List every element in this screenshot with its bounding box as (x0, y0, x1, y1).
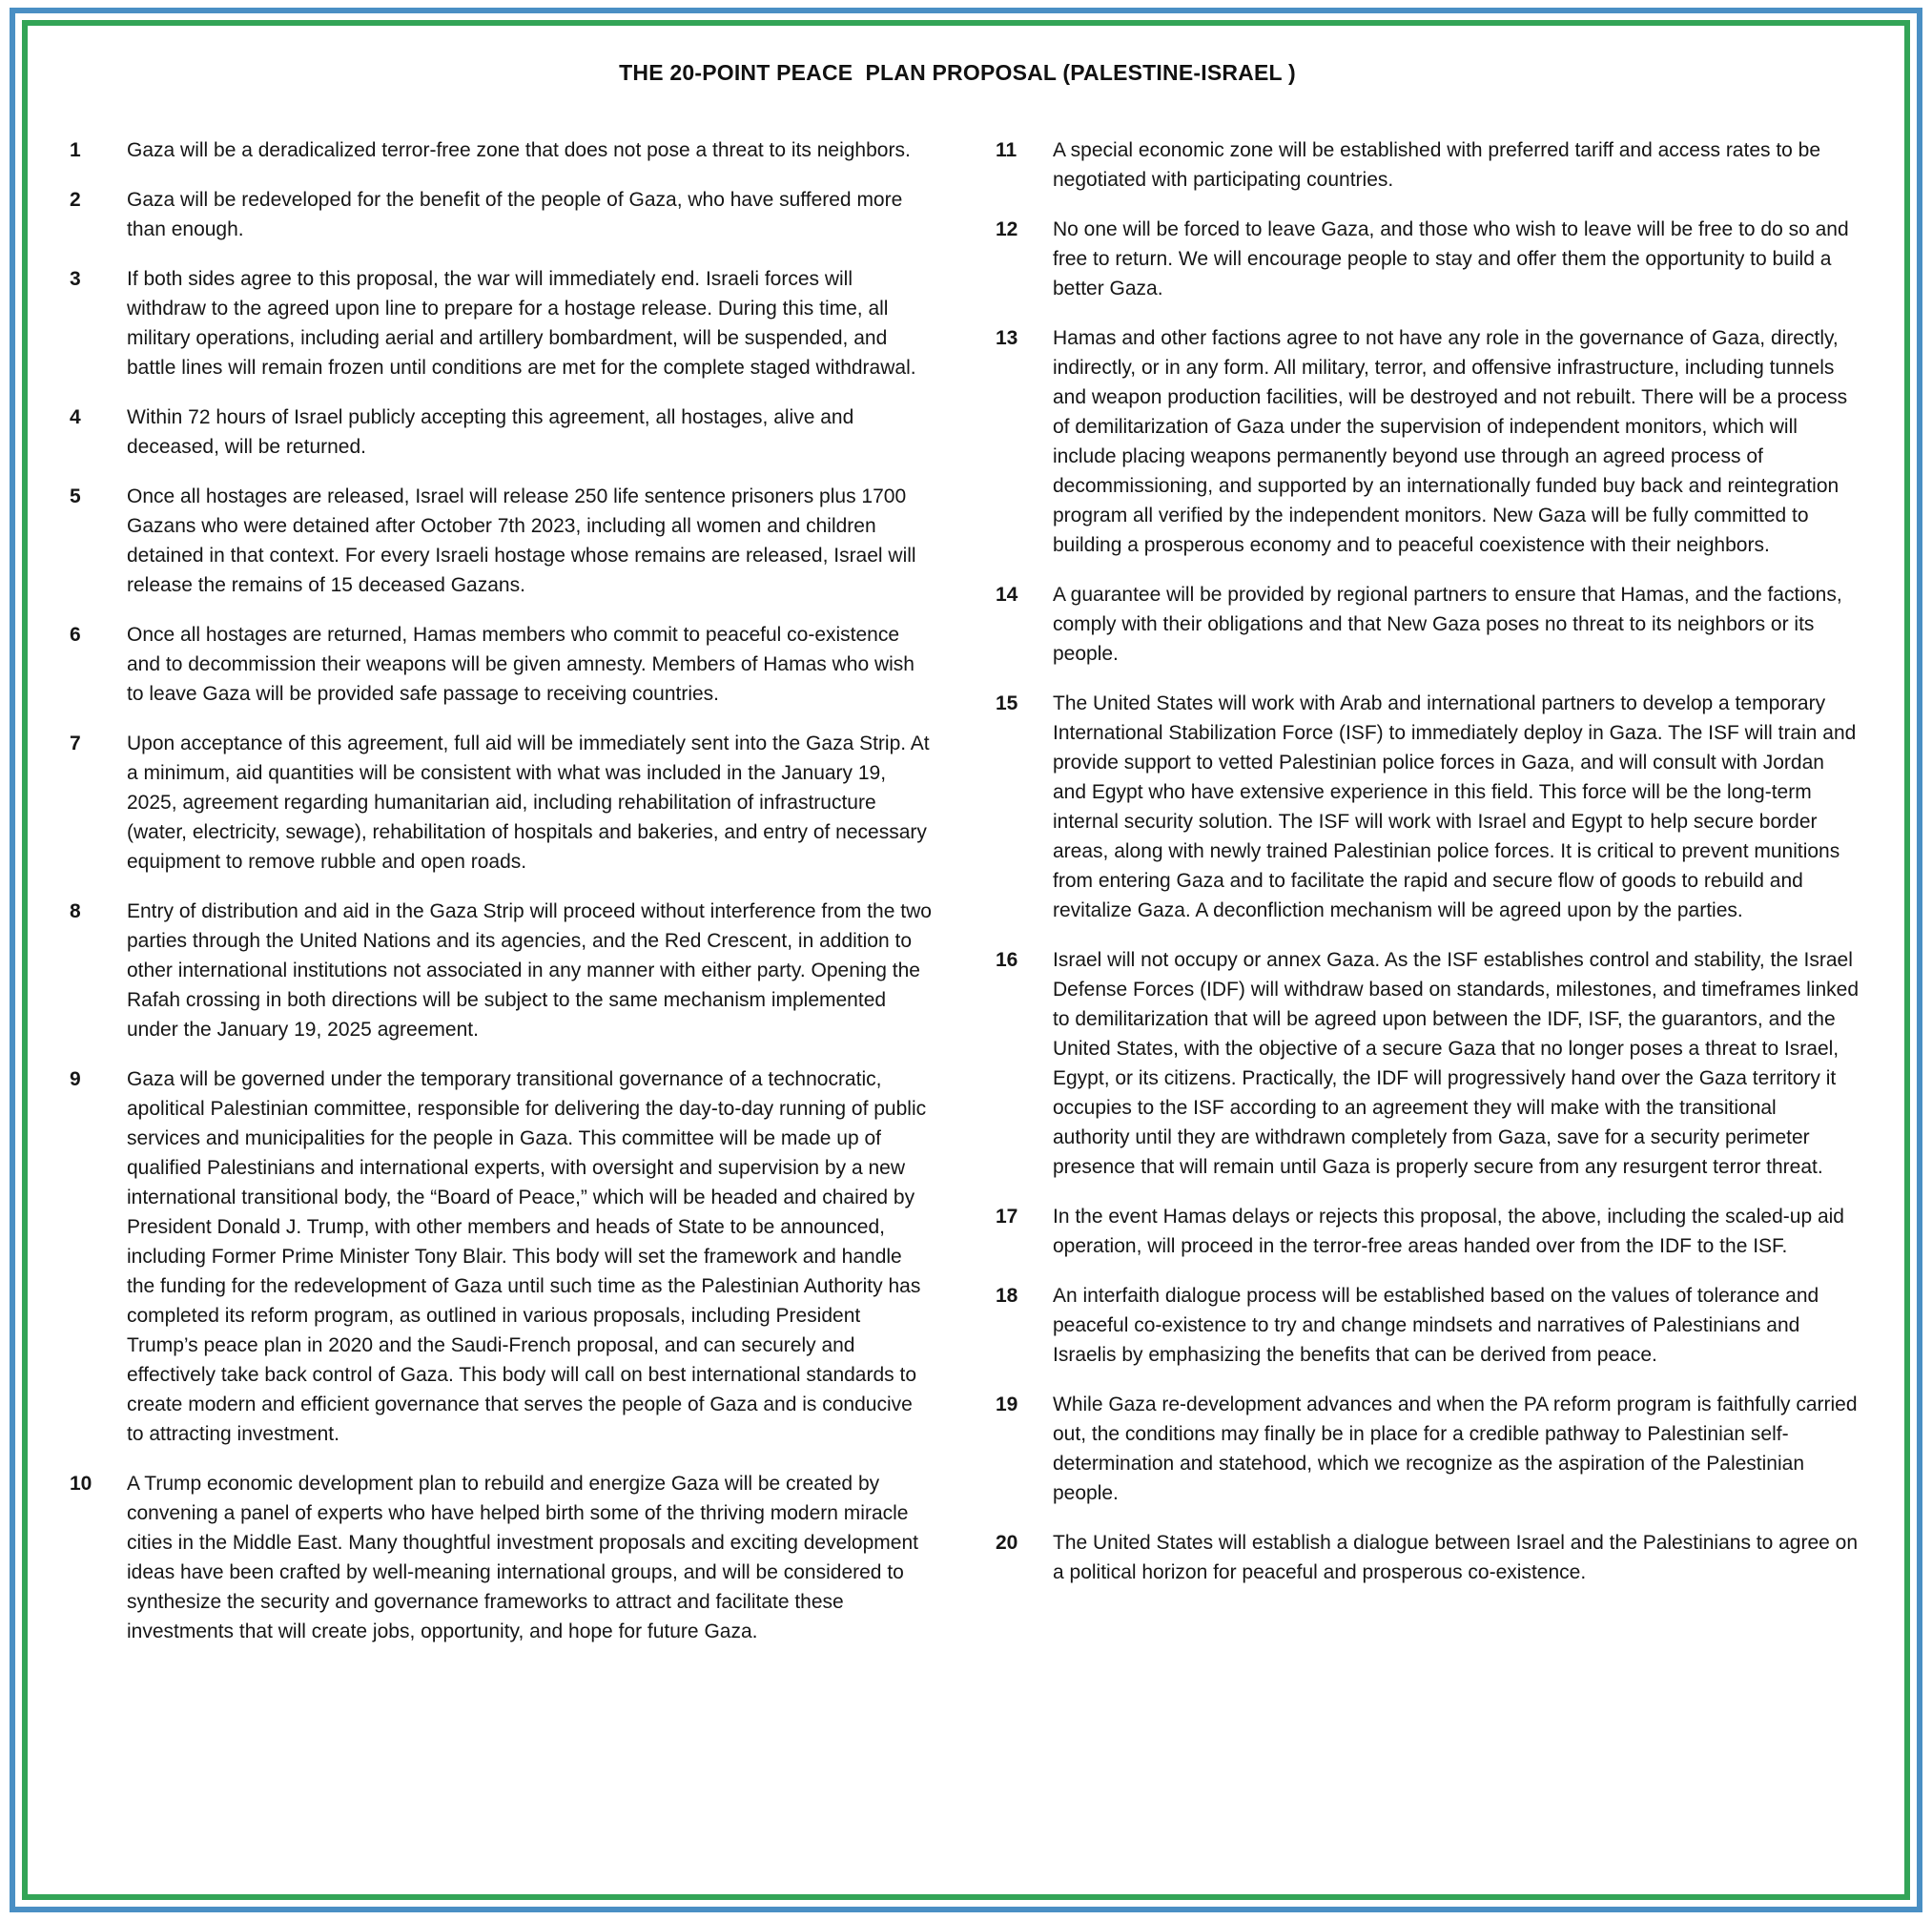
point-text: The United States will work with Arab and international partners to develop a temporary International Stabilization Force (ISF) to immediately deploy in Gaza. The ISF will train and provide support to vetted Palestinian police forces in Gaza, and will consult with Jordan and Egypt who have extensive experience in this field. This force will be the long-term internal security solution. The ISF will work with Israel and Egypt to help secure border areas, along with newly trained Palestinian police forces. It is critical to prevent munitions from entering Gaza and to facilitate the rapid and secure flow of goods to rebuild and revitalize Gaza. A deconfliction mechanism will be agreed upon by the parties. (1053, 692, 1857, 921)
plan-point (56, 729, 933, 877)
point-text: The United States will establish a dialogue between Israel and the Palestinians to agree on a political horizon for peaceful and prosperous co-existence. (1053, 1532, 1859, 1583)
plan-point (982, 323, 1859, 560)
point-text: Gaza will be redeveloped for the benefit of the people of Gaza, who have suffered more than enough. (127, 189, 903, 240)
plan-point (56, 897, 933, 1044)
plan-point (56, 620, 933, 709)
point-text: Once all hostages are returned, Hamas members who commit to peaceful co-existence and to decommission their weapons will be given amnesty. Members of Hamas who wish to leave Gaza will be provided safe passage to receiving countries. (127, 624, 915, 705)
plan-point (982, 580, 1859, 669)
plan-point (982, 135, 1859, 195)
point-number: 18 (996, 1285, 1018, 1307)
point-number: 20 (996, 1532, 1018, 1554)
plan-point (982, 1202, 1859, 1261)
point-number: 10 (70, 1473, 92, 1495)
point-text: Israel will not occupy or annex Gaza. As the ISF establishes control and stability, the Israel Defense Forces (IDF) will withdraw based on standards, milestones, and timeframes linked to demilitarization that will be agreed upon between the IDF, ISF, the guarantors, and the United States, with the objective of a secure Gaza that no longer poses a threat to Israel, Egypt, or its citizens. Practically, the IDF will progressively hand over the Gaza territory it occupies to the ISF according to an agreement they will make with the transitional authority until they are withdrawn completely from Gaza, save for a security perimeter presence that will remain until Gaza is properly secure from any resurgent terror threat. (1053, 949, 1860, 1178)
plan-point (982, 1281, 1859, 1370)
point-text: Gaza will be governed under the temporary transitional governance of a technocratic, apolitical Palestinian committee, responsible for delivering the day-to-day running of public services and municipalities for the people in Gaza. This committee will be made up of qualified Palestinians and international experts, with oversight and supervision by a new international transitional body, the “Board of Peace,” which will be headed and chaired by President Donald J. Trump, with other members and heads of State to be announced, including Former Prime Minister Tony Blair. This body will set the framework and handle the funding for the redevelopment of Gaza until such time as the Palestinian Authority has completed its reform program, as outlined in various proposals, including President Trump’s peace plan in 2020 and the Saudi-French proposal, and can securely and effectively take back control of Gaza. This body will call on best international standards to create modern and efficient governance that serves the people of Gaza and is conducive to attracting investment. (127, 1068, 927, 1445)
plan-point (56, 1064, 933, 1449)
point-number: 5 (70, 485, 81, 507)
point-number: 8 (70, 900, 81, 922)
point-number: 16 (996, 949, 1018, 971)
plan-point (56, 185, 933, 244)
point-number: 19 (996, 1394, 1018, 1415)
point-text: Entry of distribution and aid in the Gaza Strip will proceed without interference from the two parties through the United Nations and its agencies, and the Red Crescent, in addition to other international institutions not associated in any manner with either party. Opening the Rafah crossing in both directions will be subject to the same mechanism implemented under the January 19, 2025 agreement. (127, 900, 932, 1041)
outer-blue-border (10, 8, 1922, 1912)
plan-point (982, 689, 1859, 925)
column-right (982, 135, 1859, 1607)
plan-point (982, 1528, 1859, 1587)
point-text: No one will be forced to leave Gaza, and those who wish to leave will be free to do so and free to return. We will encourage people to stay and offer them the opportunity to build a better Gaza. (1053, 218, 1849, 299)
plan-point (56, 264, 933, 382)
point-text: An interfaith dialogue process will be established based on the values of tolerance and peaceful co-existence to try and change mindsets and narratives of Palestinians and Israelis by emphasizing the benefits that can be derived from peace. (1053, 1285, 1819, 1366)
point-number: 14 (996, 584, 1018, 606)
plan-point (982, 215, 1859, 303)
point-number: 17 (996, 1206, 1018, 1228)
point-number: 12 (996, 218, 1018, 240)
inner-green-border (22, 20, 1910, 1900)
plan-point (982, 945, 1859, 1182)
plan-point (982, 1390, 1859, 1508)
page-title: THE 20-POINT PEACE PLAN PROPOSAL (PALESTINE-ISRAEL ) (619, 60, 1296, 85)
point-number: 2 (70, 189, 81, 211)
point-text: Within 72 hours of Israel publicly accepting this agreement, all hostages, alive and deceased, will be returned. (127, 406, 854, 458)
point-text: A guarantee will be provided by regional partners to ensure that Hamas, and the factions, comply with their obligations and that New Gaza poses no threat to its neighbors or its people. (1053, 584, 1842, 665)
point-text: Hamas and other factions agree to not have any role in the governance of Gaza, directly, indirectly, or in any form. All military, terror, and offensive infrastructure, including tunnels and weapon production facilities, will be destroyed and not rebuilt. There will be a process of demilitarization of Gaza under the supervision of independent monitors, which will include placing weapons permanently beyond use through an agreed process of decommissioning, and supported by an internationally funded buy back and reintegration program all verified by the independent monitors. New Gaza will be fully committed to building a prosperous economy and to peaceful coexistence with their neighbors. (1053, 327, 1848, 556)
point-text: While Gaza re-development advances and when the PA reform program is faithfully carried out, the conditions may finally be in place for a credible pathway to Palestinian self-determination and statehood, which we recognize as the aspiration of the Palestinian people. (1053, 1394, 1858, 1504)
point-text: A special economic zone will be established with preferred tariff and access rates to be negotiated with participating countries. (1053, 139, 1821, 191)
point-number: 6 (70, 624, 81, 646)
point-text: Gaza will be a deradicalized terror-free zone that does not pose a threat to its neighbors. (127, 139, 911, 161)
point-number: 15 (996, 692, 1018, 714)
point-number: 3 (70, 268, 81, 290)
point-text: In the event Hamas delays or rejects this proposal, the above, including the scaled-up aid operation, will proceed in the terror-free areas handed over from the IDF to the ISF. (1053, 1206, 1844, 1257)
point-number: 4 (70, 406, 81, 428)
point-number: 11 (996, 139, 1017, 161)
point-number: 1 (70, 139, 81, 161)
plan-point (56, 1469, 933, 1646)
point-text: If both sides agree to this proposal, the war will immediately end. Israeli forces will withdraw to the agreed upon line to prepare for a hostage release. During this time, all military operations, including aerial and artillery bombardment, will be suspended, and battle lines will remain frozen until conditions are met for the complete staged withdrawal. (127, 268, 916, 379)
point-text: A Trump economic development plan to rebuild and energize Gaza will be created by convening a panel of experts who have helped birth some of the thriving modern miracle cities in the Middle East. Many thoughtful investment proposals and exciting development ideas have been crafted by well-meaning international groups, and will be considered to synthesize the security and governance frameworks to attract and facilitate these investments that will create jobs, opportunity, and hope for future Gaza. (127, 1473, 918, 1642)
point-text: Upon acceptance of this agreement, full aid will be immediately sent into the Gaza Strip. At a minimum, aid quantities will be consistent with what was included in the January 19, 2025, agreement regarding humanitarian aid, including rehabilitation of infrastructure (water, electricity, sewage), rehabilitation of hospitals and bakeries, and entry of necessary equipment to remove rubble and open roads. (127, 733, 930, 873)
point-number: 9 (70, 1068, 81, 1090)
column-left (56, 135, 933, 1666)
point-number: 7 (70, 733, 81, 754)
plan-point (56, 482, 933, 600)
plan-point (56, 403, 933, 462)
point-text: Once all hostages are released, Israel will release 250 life sentence prisoners plus 1700 Gazans who were detained after October 7th 2023, including all women and children detained in that context. For every Israeli hostage whose remains are released, Israel will release the remains of 15 deceased Gazans. (127, 485, 916, 596)
two-column-layout (56, 135, 1859, 1666)
plan-point (56, 135, 933, 165)
point-number: 13 (996, 327, 1018, 349)
